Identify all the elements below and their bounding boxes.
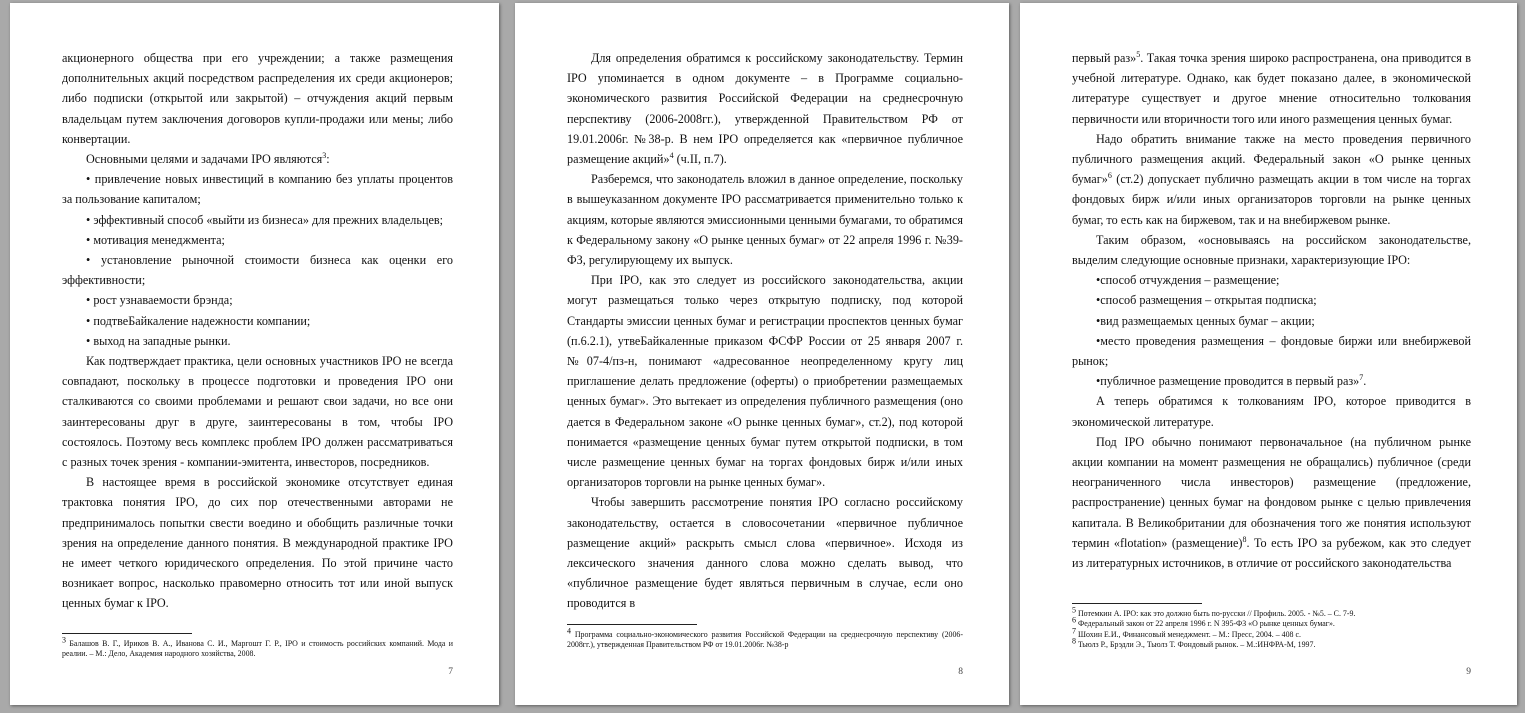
footnote-ref[interactable]: 8 [1242,534,1247,544]
footnote-ref[interactable]: 7 [1359,373,1364,383]
list-item: • эффективный способ «выйти из бизнеса» для прежних владельцев; [86,212,444,227]
footnote: $^7$ Шохин Е.И., Финансовый менеджмент. – М.: Пресс, 2004. – 408 с. [1072,626,1301,639]
page-body [62,48,453,614]
list-item: • мотивация менеджмента; [86,232,225,247]
footnote: $^4$ Программа социально-экономического развития Российской Федерации на среднесрочную перспективу (2006-2008гг.), утвержденная Правительством РФ от 19.01.2006г. №38-р [567,626,963,650]
footnote: $^8$ Тьюлз Р., Брэдли Э., Тьюлз Т. Фондовый рынок. – М.:ИНФРА-М, 1997. [1072,636,1316,650]
footnote-separator [567,624,697,625]
document-page-7 [10,3,499,705]
paragraph: акционерного общества при его учреждении; а также размещения дополнительных акций посредством распределения их среди акционеров; либо подписки (открытой или закрытой) – отчуждения акций первым владельцам путем заключения договоров купли-продажи или мены; либо конвертации. [62,51,453,146]
footnote: $^6$ Федеральный закон от 22 апреля 1996 г. N 395-ФЗ «О рынке ценных бумаг». [1072,615,1335,629]
paragraph: Таким образом, «основываясь на российском законодательстве, выделим следующие основные признаки, характеризующие IPO: [1072,232,1471,268]
footnote-ref[interactable]: 5 [1136,49,1141,59]
footnote-separator [1072,603,1202,604]
paragraph: При IPO, как это следует из российского законодательства, акции могут размещаться только через открытую подписку, под которой Стандарты эмиссии ценных бумаг и регистрации проспектов ценных бумаг (п.6.2.1), утвеБайкаленные приказом ФСФР России от 25 января 2007 г. №07-4/пз-н, понимают «адресованное неопределенному кругу лиц приглашение делать предложение (оферты) о приобретении размещаемых ценных бумаг». Это вытекает из определения публичного размещения (оно дается в Федеральном законе «О рынке ценных бумаг», ст.2), под которой понимается «размещение ценных бумаг путем открытой подписки, в том числе размещение ценных бумаг на торгах фондовых бирж и/или иных организаторов торговли на рынке ценных бумаг». [567,273,963,490]
paragraph: первый раз»$^5$. Такая точка зрения широко распространена, она приводится в учебной литературе. Однако, как будет показано далее, в экономической литературе существует и другое мнение относительно толкования первичности или вторичности того или иного размещения ценных бумаг. [1072,49,1472,126]
document-page-9 [1020,3,1517,705]
footnote-ref[interactable]: 6 [1107,171,1112,181]
page-number: 8 [958,667,963,677]
footnotes [62,633,453,660]
paragraph: Основными целями и задачами IPO являются$^3$: [86,150,330,167]
paragraph: Под IPO обычно понимают первоначальное (на публичном рынке акции компании на момент размещения не обращались) публичное (среди неограниченного числа инвесторов) размещение (предложение, распространение) ценных бумаг на фондовом рынке с целью привлечения капитала. В Великобритании для обозначения того же понятия используют термин «flotation» (размещение)$^8$. То есть IPO за рубежом, как это следует из литературных источников, в отличие от российского законодательства [1072,434,1471,571]
page-number: 9 [1466,667,1471,677]
page-body [567,48,963,614]
list-item: • подтвеБайкаление надежности компании; [86,313,311,328]
paragraph: Разберемся, что законодатель вложил в данное определение, поскольку в вышеуказанном документе IPO рассматривается применительно только к акциям, которые являются эмиссионными ценными бумагами, то обратимся к Федеральному закону «О рынке ценных бумаг» от 22 апреля 1996 г. №39-ФЗ, регулирующему их выпуск. [567,172,963,268]
footnotes [1072,603,1471,651]
footnote-ref[interactable]: 4 [669,150,674,160]
list-item: •публичное размещение проводится в первый раз»$^7$. [1096,373,1367,389]
footnote: $^3$ Балашов В. Г., Ириков В. А., Иванова С. И., Маргошт Г. Р., IPO и стоимость российских компаний. Мода и реалии. – М.: Дело, Академия народного хозяйства, 2008. [62,635,453,659]
footnote: $^5$ Потемкин А. IPO: как это должно быть по-русски // Профиль. 2005. - №5. – С. 7-9. [1072,605,1356,618]
list-item: • привлечение новых инвестиций в компанию без уплаты процентов за пользование капиталом; [62,172,453,207]
footnotes [567,624,963,651]
paragraph: Надо обратить внимание также на место проведения первичного публичного размещения акций. Федеральный закон «О рынке ценных бумаг»$^6$ (ст.2) допускает публично размещать акции в том числе на торгах фондовых бирж и/или иных организаторов торговли на рынке ценных бумаг, то есть как на биржевом, так и на внебиржевом рынке. [1072,131,1471,227]
list-item: •вид размещаемых ценных бумаг – акции; [1096,313,1315,328]
list-item: • выход на западные рынки. [86,333,231,348]
list-item: •способ отчуждения – размещение; [1096,273,1280,288]
page-body [1072,48,1471,573]
document-page-8 [515,3,1009,705]
list-item: •способ размещения – открытая подписка; [1096,293,1317,308]
list-item: •место проведения размещения – фондовые биржи или внебиржевой рынок; [1072,333,1471,369]
paragraph: В настоящее время в российской экономике отсутствует единая трактовка понятия IPO, до сих пор отечественными авторами не предпринималось попытки свести воедино и обобщить различные точки зрения на определение данного понятия. В международной практике IPO не имеет четкого юридического определения. По этой причине часто возникает вопрос, насколько правомерно относить тот или иной выпуск ценных бумаг к IPO. [62,475,453,611]
paragraph: А теперь обратимся к толкованиям IPO, которое приводится в экономической литературе. [1072,394,1471,429]
paragraph: Как подтверждает практика, цели основных участников IPO не всегда совпадают, поскольку в процессе подготовки и проведения IPO они сталкиваются со своими проблемами и решают свои задачи, но все они заинтересованы друг в друге, заинтересованы в том, чтобы IPO состоялось. Поэтому весь комплекс проблем IPO должен рассматриваться с разных точек зрения - компании-эмитента, инвесторов, посредников. [62,354,453,470]
paragraph: Чтобы завершить рассмотрение понятия IPO согласно российскому законодательству, остается в словосочетании «первичное публичное размещение акций» раскрыть смысл слова «первичное». Исходя из лексического значения данного слова можно сделать вывод, что «публичное размещение будет являться первичным в случае, если оно проводится в [567,495,963,611]
footnote-separator [62,633,192,634]
list-item: • рост узнаваемости брэнда; [86,293,233,308]
list-item: • установление рыночной стоимости бизнеса как оценки его эффективности; [62,253,453,288]
paragraph: Для определения обратимся к российскому законодательству. Термин IPO упоминается в одном документе – в Программе социально-экономического развития Российской Федерации на среднесрочную перспективу (2006-2008гг.), утвержденной Правительством РФ от 19.01.2006г. №38-р. В нем IPO определяется как «первичное публичное размещение акций»$^4$ (ч.II, п.7). [567,51,963,167]
page-number: 7 [448,667,453,677]
footnote-ref[interactable]: 3 [322,150,327,160]
